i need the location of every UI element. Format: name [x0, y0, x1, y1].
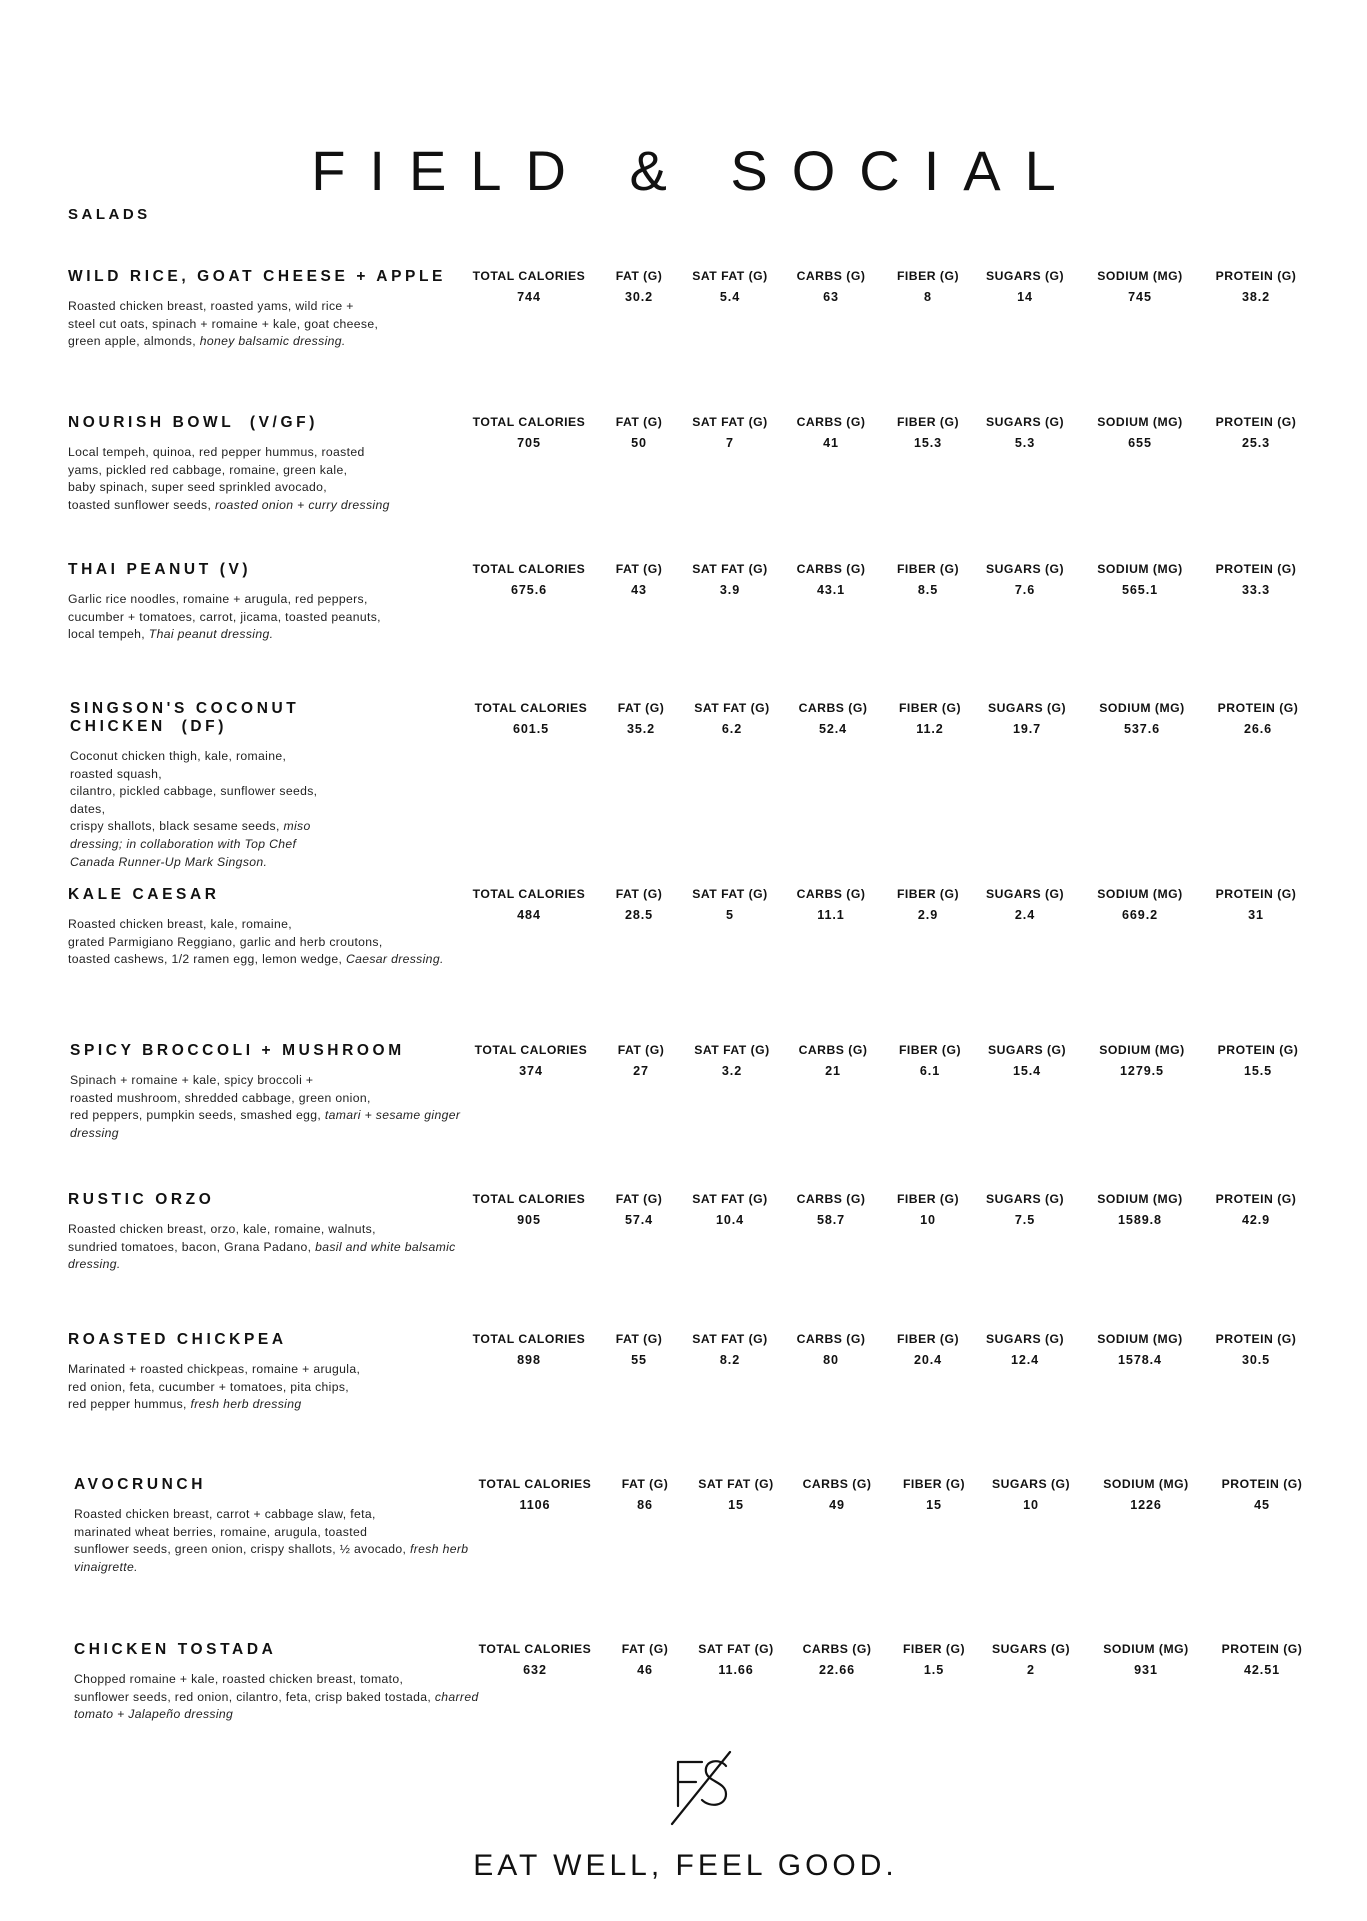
- nutrition-value: 6.2: [721, 722, 743, 736]
- nutrition-column: [1081, 1641, 1211, 1678]
- nutrition-value: 20.4: [913, 1353, 943, 1367]
- nutrition-value: 1279.5: [1120, 1064, 1164, 1078]
- description-line: red peppers, pumpkin seeds, smashed egg,: [70, 1108, 322, 1123]
- menu-item-name: KALE CAESAR: [68, 886, 220, 903]
- nutrition-value: 7: [726, 436, 734, 450]
- nutrition-header: FIBER (G): [896, 269, 960, 283]
- nutrition-header: SODIUM (MG): [1097, 562, 1183, 576]
- nutrition-table: [68, 268, 1308, 308]
- nutrition-value: 25.3: [1241, 436, 1271, 450]
- nutrition-value: 601.5: [512, 722, 549, 736]
- nutrition-value: 45: [1254, 1498, 1270, 1512]
- nutrition-header: SUGARS (G): [985, 562, 1065, 576]
- description-line: roasted mushroom, shredded cabbage, green onion,: [70, 1090, 371, 1105]
- nutrition-column: [960, 414, 1090, 451]
- nutrition-header: FIBER (G): [902, 1642, 966, 1656]
- nutrition-header: SAT FAT (G): [692, 1332, 768, 1346]
- nutrition-value: 1.5: [923, 1663, 945, 1677]
- nutrition-header: FIBER (G): [896, 562, 960, 576]
- nutrition-value: 15: [728, 1498, 744, 1512]
- nutrition-header: SAT FAT (G): [694, 701, 770, 715]
- description-line: Chopped romaine + kale, roasted chicken breast, tomato,: [74, 1672, 404, 1686]
- menu-item-name: ROASTED CHICKPEA: [68, 1331, 287, 1348]
- nutrition-column: [1197, 1476, 1327, 1513]
- nutrition-value: 57.4: [624, 1213, 654, 1227]
- description-line: Local tempeh, quinoa, red pepper hummus, roasted: [68, 445, 365, 459]
- nutrition-value: 905: [517, 1213, 541, 1227]
- nutrition-header: FAT (G): [615, 1332, 663, 1346]
- nutrition-value: 8: [924, 290, 932, 304]
- dressing: fresh herb vinaigrette.: [74, 1542, 469, 1574]
- nutrition-value: 5.4: [719, 290, 741, 304]
- nutrition-value: 63: [823, 290, 839, 304]
- description-line: Marinated + roasted chickpeas, romaine + arugula,: [68, 1362, 361, 1376]
- nutrition-value: 8.5: [917, 583, 939, 597]
- nutrition-header: FAT (G): [617, 1043, 665, 1057]
- nutrition-header: PROTEIN (G): [1215, 269, 1297, 283]
- nutrition-column: [1191, 414, 1321, 451]
- description-line: grated Parmigiano Reggiano, garlic and herb croutons,: [68, 934, 383, 949]
- nutrition-column: [960, 1191, 1090, 1228]
- nutrition-value: 1226: [1130, 1498, 1162, 1512]
- nutrition-value: 374: [519, 1064, 543, 1078]
- nutrition-value: 8.2: [719, 1353, 741, 1367]
- nutrition-header: CARBS (G): [798, 1043, 868, 1057]
- description-line: local tempeh,: [68, 627, 146, 642]
- description-line: Roasted chicken breast, kale, romaine,: [68, 917, 292, 931]
- menu-item-description: [74, 1506, 494, 1576]
- nutrition-value: 43.1: [816, 583, 846, 597]
- nutrition-header: SODIUM (MG): [1097, 1332, 1183, 1346]
- nutrition-column: [966, 1641, 1096, 1678]
- description-line: Spinach + romaine + kale, spicy broccoli +: [70, 1073, 314, 1087]
- nutrition-header: TOTAL CALORIES: [472, 887, 586, 901]
- nutrition-header: FIBER (G): [896, 1332, 960, 1346]
- nutrition-header: SAT FAT (G): [692, 887, 768, 901]
- nutrition-header: SAT FAT (G): [692, 562, 768, 576]
- nutrition-header: SODIUM (MG): [1099, 1043, 1185, 1057]
- description-line: yams, pickled red cabbage, romaine, green kale,: [68, 462, 348, 477]
- nutrition-column: [1075, 414, 1205, 451]
- menu-item-name: RUSTIC ORZO: [68, 1191, 215, 1208]
- description-line: baby spinach, super seed sprinkled avocado,: [68, 480, 327, 495]
- nutrition-header: PROTEIN (G): [1215, 562, 1297, 576]
- nutrition-value: 11.2: [916, 722, 944, 736]
- menu-item-name: SINGSON'S COCONUT CHICKEN (DF): [70, 700, 308, 735]
- nutrition-value: 50: [631, 436, 647, 450]
- nutrition-header: TOTAL CALORIES: [474, 1043, 588, 1057]
- nutrition-header: TOTAL CALORIES: [472, 415, 586, 429]
- nutrition-value: 15: [926, 1498, 942, 1512]
- nutrition-column: [1193, 700, 1323, 737]
- menu-item-description: [70, 748, 320, 871]
- nutrition-value: 5: [726, 908, 734, 922]
- nutrition-header: PROTEIN (G): [1215, 415, 1297, 429]
- nutrition-header: PROTEIN (G): [1215, 1332, 1297, 1346]
- nutrition-value: 27: [633, 1064, 649, 1078]
- description-line: red pepper hummus,: [68, 1397, 187, 1412]
- nutrition-header: PROTEIN (G): [1221, 1477, 1303, 1491]
- description-line: Garlic rice noodles, romaine + arugula, red peppers,: [68, 592, 368, 606]
- nutrition-header: SAT FAT (G): [698, 1642, 774, 1656]
- nutrition-value: 19.7: [1012, 722, 1042, 736]
- nutrition-header: SUGARS (G): [985, 1192, 1065, 1206]
- nutrition-value: 49: [829, 1498, 845, 1512]
- nutrition-header: SAT FAT (G): [694, 1043, 770, 1057]
- nutrition-value: 632: [523, 1663, 547, 1677]
- nutrition-value: 80: [823, 1353, 839, 1367]
- nutrition-header: SAT FAT (G): [692, 415, 768, 429]
- nutrition-value: 42.51: [1243, 1663, 1280, 1677]
- nutrition-column: [1075, 1331, 1205, 1368]
- nutrition-column: [1077, 1042, 1207, 1079]
- menu-item-name: CHICKEN TOSTADA: [74, 1641, 277, 1658]
- nutrition-value: 7.6: [1014, 583, 1036, 597]
- nutrition-header: SUGARS (G): [985, 1332, 1065, 1346]
- nutrition-table: [68, 1191, 1308, 1231]
- description-line: sunflower seeds, red onion, cilantro, feta, crisp baked tostada,: [74, 1689, 432, 1704]
- nutrition-value: 6.1: [919, 1064, 941, 1078]
- nutrition-value: 52.4: [818, 722, 848, 736]
- nutrition-table: [68, 1331, 1308, 1371]
- nutrition-header: FAT (G): [615, 1192, 663, 1206]
- nutrition-column: [1077, 700, 1207, 737]
- nutrition-column: [966, 1476, 1096, 1513]
- description-line: red onion, feta, cucumber + tomatoes, pita chips,: [68, 1379, 350, 1394]
- nutrition-value: 655: [1128, 436, 1152, 450]
- nutrition-value: 10: [920, 1213, 936, 1227]
- nutrition-header: CARBS (G): [802, 1642, 872, 1656]
- nutrition-value: 745: [1128, 290, 1152, 304]
- nutrition-value: 2: [1027, 1663, 1035, 1677]
- nutrition-header: SAT FAT (G): [692, 1192, 768, 1206]
- nutrition-header: FIBER (G): [896, 887, 960, 901]
- nutrition-value: 2.4: [1014, 908, 1036, 922]
- nutrition-header: SODIUM (MG): [1097, 269, 1183, 283]
- nutrition-column: [960, 886, 1090, 923]
- nutrition-value: 10.4: [715, 1213, 745, 1227]
- nutrition-header: CARBS (G): [796, 887, 866, 901]
- nutrition-header: FAT (G): [615, 415, 663, 429]
- nutrition-value: 15.4: [1012, 1064, 1042, 1078]
- nutrition-header: PROTEIN (G): [1215, 1192, 1297, 1206]
- nutrition-value: 55: [631, 1353, 647, 1367]
- nutrition-header: FIBER (G): [896, 415, 960, 429]
- nutrition-header: FIBER (G): [898, 1043, 962, 1057]
- nutrition-header: SODIUM (MG): [1103, 1477, 1189, 1491]
- nutrition-header: SODIUM (MG): [1097, 887, 1183, 901]
- nutrition-value: 3.9: [719, 583, 741, 597]
- nutrition-value: 1589.8: [1118, 1213, 1162, 1227]
- nutrition-header: FAT (G): [615, 269, 663, 283]
- nutrition-column: [960, 268, 1090, 305]
- nutrition-header: SAT FAT (G): [692, 269, 768, 283]
- nutrition-column: [1081, 1476, 1211, 1513]
- nutrition-column: [962, 1042, 1092, 1079]
- nutrition-column: [1075, 561, 1205, 598]
- nutrition-value: 14: [1017, 290, 1033, 304]
- nutrition-value: 21: [825, 1064, 841, 1078]
- description-line: toasted cashews, 1/2 ramen egg, lemon wedge,: [68, 952, 343, 967]
- nutrition-header: TOTAL CALORIES: [474, 701, 588, 715]
- nutrition-column: [1191, 1331, 1321, 1368]
- dressing: honey balsamic dressing.: [199, 334, 346, 349]
- nutrition-header: TOTAL CALORIES: [478, 1477, 592, 1491]
- menu-item-name: NOURISH BOWL (V/GF): [68, 414, 318, 431]
- nutrition-header: FAT (G): [621, 1477, 669, 1491]
- dressing: Thai peanut dressing.: [148, 627, 274, 642]
- nutrition-header: CARBS (G): [802, 1477, 872, 1491]
- nutrition-value: 33.3: [1241, 583, 1271, 597]
- nutrition-header: SODIUM (MG): [1097, 1192, 1183, 1206]
- menu-item-description: [68, 444, 488, 514]
- description-line: Roasted chicken breast, roasted yams, wild rice +: [68, 299, 354, 313]
- description-line: cilantro, pickled cabbage, sunflower seeds, dates,: [70, 784, 318, 816]
- nutrition-header: FIBER (G): [898, 701, 962, 715]
- nutrition-header: FAT (G): [615, 887, 663, 901]
- description-line: toasted sunflower seeds,: [68, 497, 212, 512]
- nutrition-value: 1578.4: [1118, 1353, 1162, 1367]
- nutrition-value: 86: [637, 1498, 653, 1512]
- brand-logo: [668, 1748, 734, 1828]
- nutrition-value: 22.66: [818, 1663, 855, 1677]
- nutrition-value: 675.6: [510, 583, 547, 597]
- nutrition-value: 2.9: [917, 908, 939, 922]
- nutrition-header: SUGARS (G): [991, 1642, 1071, 1656]
- description-line: crispy shallots, black sesame seeds,: [70, 819, 280, 834]
- nutrition-header: CARBS (G): [796, 269, 866, 283]
- nutrition-value: 46: [637, 1663, 653, 1677]
- nutrition-table: [68, 414, 1308, 454]
- nutrition-value: 38.2: [1241, 290, 1271, 304]
- nutrition-table: [74, 1641, 1314, 1681]
- nutrition-value: 11.66: [718, 1663, 754, 1677]
- description-line: steel cut oats, spinach + romaine + kale, goat cheese,: [68, 316, 379, 331]
- nutrition-value: 35.2: [626, 722, 656, 736]
- nutrition-header: FAT (G): [621, 1642, 669, 1656]
- nutrition-column: [1075, 268, 1205, 305]
- nutrition-header: FIBER (G): [896, 1192, 960, 1206]
- nutrition-header: SUGARS (G): [985, 269, 1065, 283]
- nutrition-header: SODIUM (MG): [1103, 1642, 1189, 1656]
- nutrition-header: SUGARS (G): [987, 701, 1067, 715]
- nutrition-header: TOTAL CALORIES: [472, 562, 586, 576]
- nutrition-header: PROTEIN (G): [1217, 1043, 1299, 1057]
- nutrition-header: CARBS (G): [796, 562, 866, 576]
- menu-item-name: AVOCRUNCH: [74, 1476, 206, 1493]
- description-line: Roasted chicken breast, orzo, kale, romaine, walnuts,: [68, 1222, 376, 1236]
- nutrition-header: TOTAL CALORIES: [472, 1192, 586, 1206]
- nutrition-value: 11.1: [817, 908, 845, 922]
- nutrition-value: 41: [823, 436, 839, 450]
- menu-item-name: SPICY BROCCOLI + MUSHROOM: [70, 1042, 405, 1059]
- nutrition-header: FAT (G): [617, 701, 665, 715]
- nutrition-value: 1106: [519, 1498, 551, 1512]
- nutrition-header: SUGARS (G): [985, 887, 1065, 901]
- nutrition-value: 28.5: [624, 908, 654, 922]
- menu-item-name: WILD RICE, GOAT CHEESE + APPLE: [68, 268, 446, 285]
- nutrition-header: TOTAL CALORIES: [472, 1332, 586, 1346]
- nutrition-table: [68, 561, 1308, 601]
- nutrition-value: 669.2: [1121, 908, 1158, 922]
- menu-item-name: THAI PEANUT (V): [68, 561, 252, 578]
- nutrition-header: TOTAL CALORIES: [472, 269, 586, 283]
- nutrition-value: 15.5: [1243, 1064, 1273, 1078]
- tagline: EAT WELL, FEEL GOOD.: [473, 1849, 898, 1882]
- nutrition-column: [960, 1331, 1090, 1368]
- nutrition-header: PROTEIN (G): [1217, 701, 1299, 715]
- nutrition-header: CARBS (G): [796, 1332, 866, 1346]
- nutrition-header: SUGARS (G): [987, 1043, 1067, 1057]
- description-line: sundried tomatoes, bacon, Grana Padano,: [68, 1239, 312, 1254]
- nutrition-column: [960, 561, 1090, 598]
- dressing: roasted onion + curry dressing: [214, 497, 390, 512]
- nutrition-column: [1197, 1641, 1327, 1678]
- dressing: charred tomato + Jalapeño dressing: [74, 1689, 479, 1722]
- nutrition-table: [70, 700, 1310, 740]
- dressing: basil and white balsamic dressing.: [68, 1239, 456, 1272]
- nutrition-header: SAT FAT (G): [698, 1477, 774, 1491]
- nutrition-value: 15.3: [913, 436, 943, 450]
- nutrition-value: 565.1: [1121, 583, 1158, 597]
- nutrition-header: PROTEIN (G): [1221, 1642, 1303, 1656]
- nutrition-value: 7.5: [1014, 1213, 1036, 1227]
- nutrition-value: 484: [517, 908, 541, 922]
- description-line: cucumber + tomatoes, carrot, jicama, toasted peanuts,: [68, 609, 381, 624]
- page-title: FIELD & SOCIAL: [311, 138, 1080, 202]
- nutrition-value: 705: [517, 436, 541, 450]
- description-line: sunflower seeds, green onion, crispy shallots, ½ avocado,: [74, 1542, 407, 1557]
- nutrition-header: PROTEIN (G): [1215, 887, 1297, 901]
- nutrition-column: [962, 700, 1092, 737]
- nutrition-value: 931: [1134, 1663, 1158, 1677]
- nutrition-value: 30.5: [1241, 1353, 1271, 1367]
- dressing: tamari + sesame ginger dressing: [70, 1108, 461, 1140]
- nutrition-value: 30.2: [624, 290, 654, 304]
- nutrition-value: 31: [1248, 908, 1264, 922]
- nutrition-value: 898: [517, 1353, 541, 1367]
- nutrition-table: [74, 1476, 1314, 1516]
- nutrition-table: [68, 886, 1308, 926]
- nutrition-value: 58.7: [816, 1213, 846, 1227]
- nutrition-header: CARBS (G): [796, 1192, 866, 1206]
- nutrition-column: [1191, 268, 1321, 305]
- dressing: miso dressing; in collaboration with Top Chef Canada Runner-Up Mark Singson.: [70, 819, 311, 869]
- nutrition-column: [1075, 886, 1205, 923]
- nutrition-header: SODIUM (MG): [1097, 415, 1183, 429]
- nutrition-value: 12.4: [1010, 1353, 1040, 1367]
- nutrition-header: TOTAL CALORIES: [478, 1642, 592, 1656]
- nutrition-header: SUGARS (G): [991, 1477, 1071, 1491]
- nutrition-column: [1191, 886, 1321, 923]
- description-line: Roasted chicken breast, carrot + cabbage slaw, feta,: [74, 1507, 376, 1521]
- nutrition-value: 42.9: [1241, 1213, 1271, 1227]
- nutrition-column: [1191, 561, 1321, 598]
- description-line: Coconut chicken thigh, kale, romaine, roasted squash,: [70, 749, 287, 781]
- nutrition-value: 3.2: [721, 1064, 743, 1078]
- nutrition-header: CARBS (G): [798, 701, 868, 715]
- description-line: green apple, almonds,: [68, 334, 196, 349]
- nutrition-header: FAT (G): [615, 562, 663, 576]
- nutrition-header: SODIUM (MG): [1099, 701, 1185, 715]
- nutrition-table: [70, 1042, 1310, 1082]
- description-line: marinated wheat berries, romaine, arugula, toasted: [74, 1524, 368, 1539]
- section-label: SALADS: [68, 206, 151, 223]
- nutrition-value: 5.3: [1014, 436, 1036, 450]
- nutrition-column: [1191, 1191, 1321, 1228]
- nutrition-header: CARBS (G): [796, 415, 866, 429]
- nutrition-value: 744: [517, 290, 541, 304]
- nutrition-value: 537.6: [1123, 722, 1160, 736]
- nutrition-header: FIBER (G): [902, 1477, 966, 1491]
- nutrition-value: 43: [631, 583, 647, 597]
- nutrition-column: [1075, 1191, 1205, 1228]
- nutrition-column: [1193, 1042, 1323, 1079]
- menu-item-description: [70, 1072, 490, 1142]
- nutrition-value: 26.6: [1243, 722, 1273, 736]
- nutrition-header: SUGARS (G): [985, 415, 1065, 429]
- dressing: Caesar dressing.: [345, 952, 444, 967]
- dressing: fresh herb dressing: [190, 1397, 302, 1412]
- nutrition-value: 10: [1023, 1498, 1039, 1512]
